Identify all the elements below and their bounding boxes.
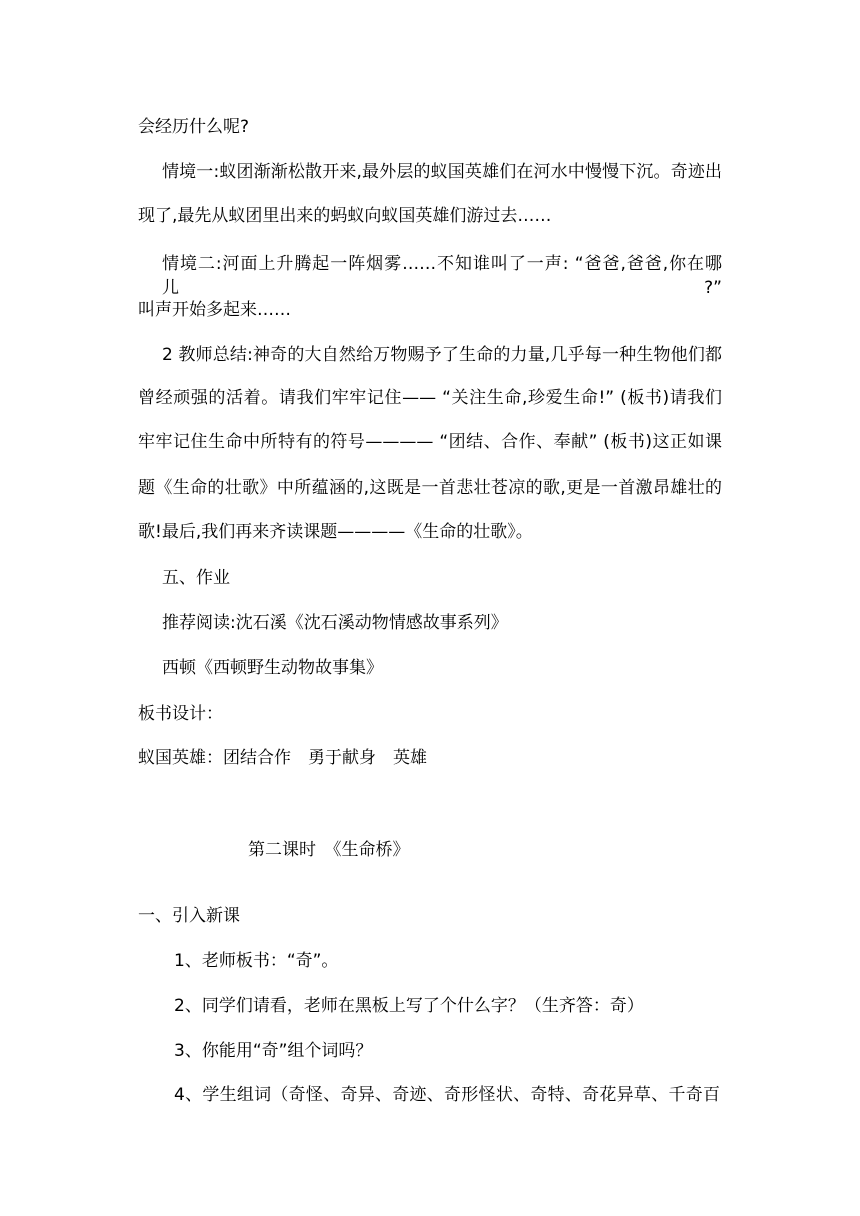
list-item: 2、同学们请看，老师在黑板上写了个什么字？（生齐答：奇） (174, 996, 644, 1016)
text-line: 歌!最后,我们再来齐读课题————《生命的壮歌》。 (138, 522, 533, 542)
text-line: 2 教师总结:神奇的大自然给万物赐予了生命的力量,几乎每一种生物他们都 (162, 345, 722, 365)
text-line: 叫声开始多起来…… (138, 300, 291, 320)
text-line: 情境一:蚁团渐渐松散开来,最外层的蚁国英雄们在河水中慢慢下沉。奇迹出 (162, 162, 722, 182)
text-line: 牢牢记住生命中所特有的符号———— “团结、合作、奉献” (板书)这正如课 (138, 432, 722, 452)
text-line: 曾经顽强的活着。请我们牢牢记住—— “关注生命,珍爱生命!” (板书)请我们 (138, 388, 722, 408)
text-line: 蚁国英雄：团结合作 勇于献身 英雄 (138, 748, 427, 768)
section-heading: 板书设计： (138, 704, 223, 724)
lesson-title: 第二课时 《生命桥》 (248, 840, 410, 860)
text-line: 西顿《西顿野生动物故事集》 (162, 658, 383, 678)
text-line: 题《生命的壮歌》中所蕴涵的,这既是一首悲壮苍凉的歌,更是一首激昂雄壮的 (138, 478, 722, 498)
text-line: 现了,最先从蚁团里出来的蚂蚁向蚁国英雄们游过去…… (138, 206, 552, 226)
text-line: 推荐阅读:沈石溪《沈石溪动物情感故事系列》 (162, 613, 508, 633)
list-item: 3、你能用“奇”组个词吗？ (174, 1041, 373, 1061)
section-heading: 一、引入新课 (138, 906, 240, 926)
section-heading: 五、作业 (162, 568, 230, 588)
text-line: 会经历什么呢? (138, 117, 250, 137)
text-line: 情境二:河面上升腾起一阵烟雾……不知谁叫了一声: “爸爸,爸爸,你在哪儿?” (162, 254, 722, 298)
list-item: 4、学生组词（奇怪、奇异、奇迹、奇形怪状、奇特、奇花异草、千奇百 (174, 1085, 720, 1105)
list-item: 1、老师板书：“奇”。 (174, 951, 339, 971)
